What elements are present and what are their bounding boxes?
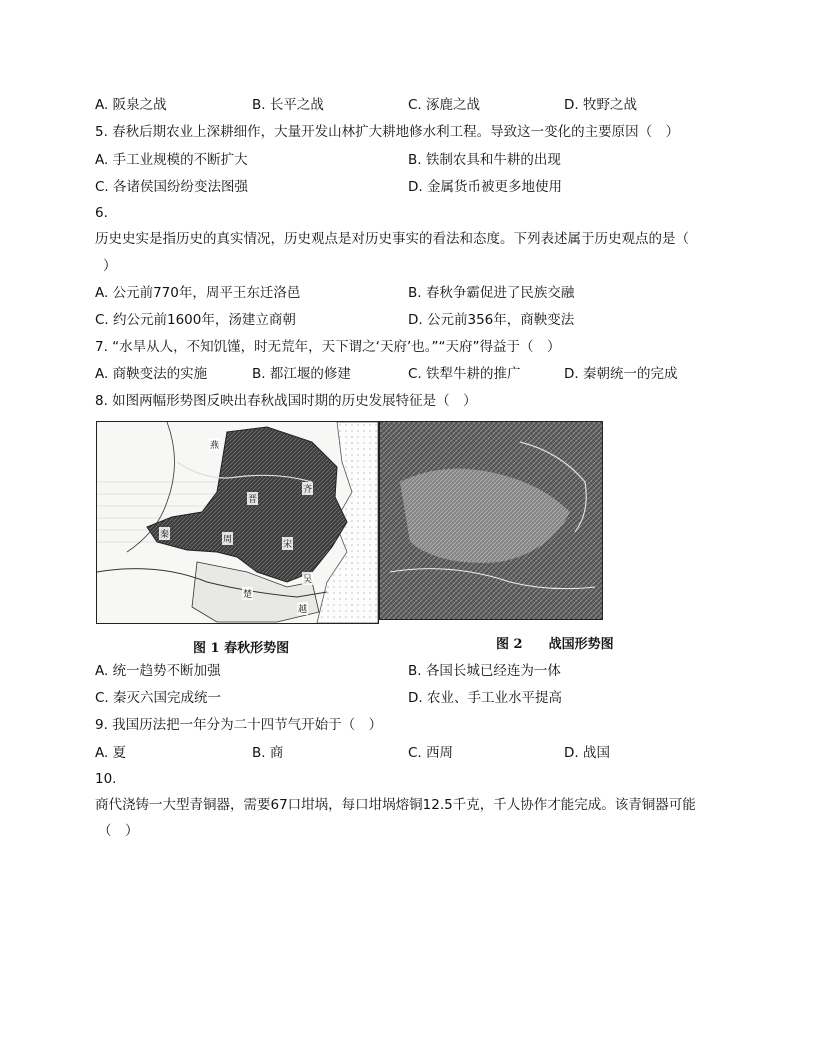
q8-option-a: A. 统一趋势不断加强 <box>95 663 221 679</box>
q4-option-b: B. 长平之战 <box>252 97 324 113</box>
q6-option-b: B. 春秋争霸促进了民族交融 <box>408 285 575 301</box>
map1-label-song: 宋 <box>282 537 293 550</box>
q5-option-c: C. 各诸侯国纷纷变法图强 <box>95 179 249 195</box>
q9-option-a: A. 夏 <box>95 745 127 761</box>
q8-stem: 8. 如图两幅形势图反映出春秋战国时期的历史发展特征是（ ） <box>95 393 477 409</box>
figure1-caption: 图 1 春秋形势图 <box>193 641 290 656</box>
q10-number: 10. <box>95 771 117 787</box>
spring-autumn-map-graphic <box>97 422 378 623</box>
q5-option-d: D. 金属货币被更多地使用 <box>408 179 562 195</box>
q9-option-c: C. 西周 <box>408 745 454 761</box>
map1-label-yan: 燕 <box>209 438 220 451</box>
map1-label-wu: 吴 <box>302 572 313 585</box>
q9-option-b: B. 商 <box>252 745 284 761</box>
q7-option-b: B. 都江堰的修建 <box>252 366 351 382</box>
q7-option-a: A. 商鞅变法的实施 <box>95 366 208 382</box>
q6-number: 6. <box>95 205 108 221</box>
figure2-caption: 图 2 战国形势图 <box>496 637 614 652</box>
q6-option-a: A. 公元前770年，周平王东迁洛邑 <box>95 285 301 301</box>
q4-option-c: C. 涿鹿之战 <box>408 97 481 113</box>
q10-stem-line1: 商代浇铸一大型青铜器，需要67口坩埚，每口坩埚熔铜12.5千克，千人协作才能完成。该青铜器可能 <box>95 797 696 813</box>
q8-option-d: D. 农业、手工业水平提高 <box>408 690 562 706</box>
q8-option-b: B. 各国长城已经连为一体 <box>408 663 561 679</box>
q8-option-c: C. 秦灭六国完成统一 <box>95 690 222 706</box>
q6-stem-line2: ） <box>103 258 117 274</box>
q7-option-c: C. 铁犁牛耕的推广 <box>408 366 521 382</box>
q10-stem-line2: （ ） <box>98 823 139 839</box>
q5-option-a: A. 手工业规模的不断扩大 <box>95 152 248 168</box>
map1-label-yue: 越 <box>297 602 308 615</box>
map1-label-qin: 秦 <box>159 527 170 540</box>
q5-option-b: B. 铁制农具和牛耕的出现 <box>408 152 561 168</box>
map1-label-qi: 齐 <box>302 482 313 495</box>
map1-label-chu: 楚 <box>242 587 253 600</box>
q7-option-d: D. 秦朝统一的完成 <box>564 366 678 382</box>
warring-states-map <box>379 421 603 620</box>
spring-autumn-map <box>96 421 379 624</box>
q9-option-d: D. 战国 <box>564 745 610 761</box>
q6-option-c: C. 约公元前1600年，汤建立商朝 <box>95 312 296 328</box>
map1-label-jin: 晋 <box>247 492 258 505</box>
q6-option-d: D. 公元前356年，商鞅变法 <box>408 312 575 328</box>
q7-stem: 7. “水旱从人，不知饥馑，时无荒年，天下谓之‘天府’也。”“天府”得益于（ ） <box>95 339 561 355</box>
q6-stem-line1: 历史史实是指历史的真实情况，历史观点是对历史事实的看法和态度。下列表述属于历史观点的是（ <box>95 231 689 247</box>
map1-label-zhou: 周 <box>222 532 233 545</box>
q4-option-d: D. 牧野之战 <box>564 97 637 113</box>
warring-states-map-graphic <box>380 422 602 619</box>
q5-stem: 5. 春秋后期农业上深耕细作，大量开发山林扩大耕地修水利工程。导致这一变化的主要原因（ ） <box>95 124 680 140</box>
q4-option-a: A. 阪泉之战 <box>95 97 167 113</box>
q9-stem: 9. 我国历法把一年分为二十四节气开始于（ ） <box>95 717 383 733</box>
